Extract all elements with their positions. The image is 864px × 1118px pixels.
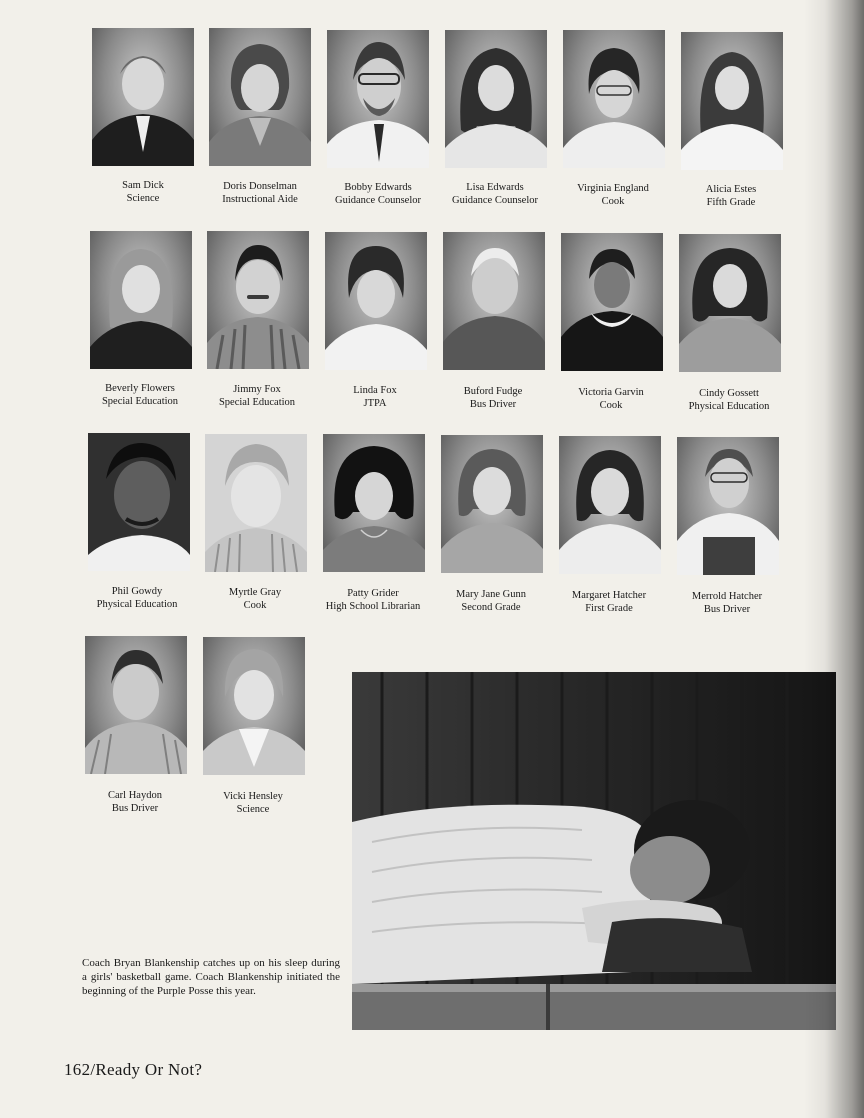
portrait-silhouette-icon bbox=[563, 30, 665, 168]
portrait-silhouette-icon bbox=[561, 233, 663, 371]
portrait-silhouette-icon bbox=[325, 232, 427, 370]
staff-title: Physical Education bbox=[688, 401, 770, 412]
staff-title: Special Education bbox=[218, 397, 296, 408]
staff-portrait-buford-fudge bbox=[443, 232, 545, 370]
staff-title: Fifth Grade bbox=[706, 197, 756, 208]
portrait-silhouette-icon bbox=[681, 32, 783, 170]
staff-title: Bus Driver bbox=[469, 399, 517, 410]
staff-title: Guidance Counselor bbox=[334, 195, 422, 206]
staff-title: Second Grade bbox=[461, 602, 521, 613]
sleeping-coach-photo-icon bbox=[352, 672, 836, 1030]
staff-name: Vicki Hensley bbox=[223, 791, 283, 802]
staff-portrait-mary-jane-gunn bbox=[441, 435, 543, 573]
staff-portrait-victoria-garvin bbox=[561, 233, 663, 371]
staff-portrait-sam-dick bbox=[92, 28, 194, 166]
portrait-silhouette-icon bbox=[92, 28, 194, 166]
staff-name: Linda Fox bbox=[353, 385, 397, 396]
staff-name: Carl Haydon bbox=[108, 790, 162, 801]
staff-name: Alicia Estes bbox=[705, 184, 757, 195]
staff-name: Merrold Hatcher bbox=[691, 591, 763, 602]
staff-portrait-jimmy-fox bbox=[207, 231, 309, 369]
staff-name: Doris Donselman bbox=[223, 181, 297, 192]
staff-name: Cindy Gossett bbox=[699, 388, 759, 399]
staff-caption bbox=[659, 387, 799, 413]
staff-name: Lisa Edwards bbox=[466, 182, 524, 193]
portrait-silhouette-icon bbox=[209, 28, 311, 166]
staff-title: Bus Driver bbox=[703, 604, 751, 615]
staff-title: Science bbox=[126, 193, 160, 204]
portrait-silhouette-icon bbox=[207, 231, 309, 369]
portrait-silhouette-icon bbox=[203, 637, 305, 775]
staff-title: Instructional Aide bbox=[222, 194, 298, 205]
staff-portrait-vicki-hensley bbox=[203, 637, 305, 775]
staff-name: Bobby Edwards bbox=[344, 182, 412, 193]
staff-portrait-alicia-estes bbox=[681, 32, 783, 170]
staff-title: Special Education bbox=[101, 396, 179, 407]
staff-portrait-phil-gowdy bbox=[88, 433, 190, 571]
staff-portrait-margaret-hatcher bbox=[559, 436, 661, 574]
staff-name: Myrtle Gray bbox=[228, 587, 282, 598]
portrait-silhouette-icon bbox=[559, 436, 661, 574]
portrait-silhouette-icon bbox=[679, 234, 781, 372]
staff-title: Science bbox=[236, 804, 270, 815]
staff-portrait-virginia-england bbox=[563, 30, 665, 168]
feature-photo-coach-sleeping bbox=[352, 672, 836, 1030]
page-folio: 162/Ready Or Not? bbox=[64, 1060, 203, 1079]
staff-title: First Grade bbox=[585, 603, 633, 614]
staff-name: Phil Gowdy bbox=[111, 586, 163, 597]
staff-portrait-doris-donselman bbox=[209, 28, 311, 166]
portrait-silhouette-icon bbox=[327, 30, 429, 168]
staff-name: Margaret Hatcher bbox=[571, 590, 647, 601]
portrait-silhouette-icon bbox=[323, 434, 425, 572]
staff-name: Beverly Flowers bbox=[105, 383, 175, 394]
portrait-silhouette-icon bbox=[677, 437, 779, 575]
staff-title: Cook bbox=[243, 600, 267, 611]
staff-portrait-cindy-gossett bbox=[679, 234, 781, 372]
portrait-silhouette-icon bbox=[90, 231, 192, 369]
staff-name: Virginia England bbox=[577, 183, 649, 194]
portrait-silhouette-icon bbox=[205, 434, 307, 572]
staff-portrait-linda-fox bbox=[325, 232, 427, 370]
staff-name: Mary Jane Gunn bbox=[456, 589, 526, 600]
staff-name: Patty Grider bbox=[347, 588, 399, 599]
staff-caption bbox=[657, 590, 797, 616]
feature-photo-caption: Coach Bryan Blankenship catches up on his sleep during a girls' basketball game. Coach Blankenship initiated the beginning of the Purple Posse this year. bbox=[82, 957, 340, 997]
staff-title: Cook bbox=[599, 400, 623, 411]
staff-caption bbox=[661, 183, 801, 209]
staff-portrait-carl-haydon bbox=[85, 636, 187, 774]
portrait-silhouette-icon bbox=[85, 636, 187, 774]
staff-caption bbox=[183, 790, 323, 816]
portrait-silhouette-icon bbox=[445, 30, 547, 168]
staff-portrait-myrtle-gray bbox=[205, 434, 307, 572]
staff-name: Victoria Garvin bbox=[578, 387, 644, 398]
staff-title: Guidance Counselor bbox=[451, 195, 539, 206]
staff-portrait-lisa-edwards bbox=[445, 30, 547, 168]
staff-title: Bus Driver bbox=[111, 803, 159, 814]
staff-title: Cook bbox=[601, 196, 625, 207]
staff-title: High School Librarian bbox=[325, 601, 421, 612]
portrait-silhouette-icon bbox=[443, 232, 545, 370]
staff-name: Jimmy Fox bbox=[233, 384, 281, 395]
staff-portrait-patty-grider bbox=[323, 434, 425, 572]
staff-portrait-bobby-edwards bbox=[327, 30, 429, 168]
staff-name: Sam Dick bbox=[122, 180, 164, 191]
portrait-silhouette-icon bbox=[441, 435, 543, 573]
portrait-silhouette-icon bbox=[88, 433, 190, 571]
staff-portrait-beverly-flowers bbox=[90, 231, 192, 369]
staff-title: JTPA bbox=[363, 398, 387, 409]
staff-portrait-merrold-hatcher bbox=[677, 437, 779, 575]
staff-title: Physical Education bbox=[96, 599, 178, 610]
staff-name: Buford Fudge bbox=[463, 386, 523, 397]
